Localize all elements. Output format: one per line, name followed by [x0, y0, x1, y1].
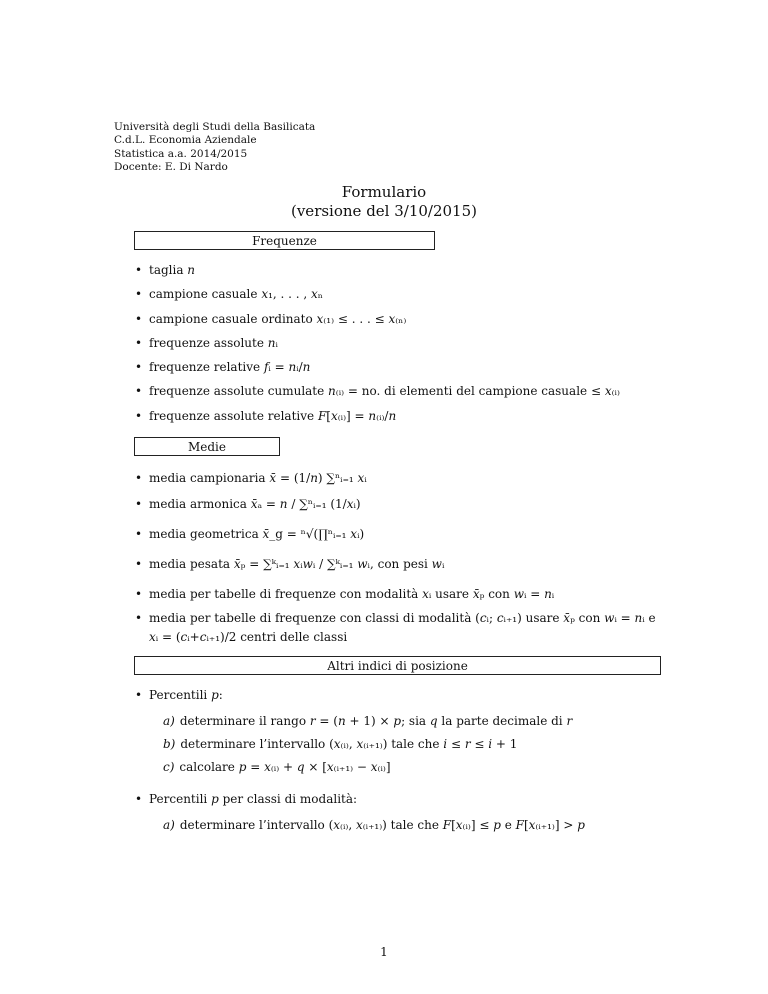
bullet-icon: •	[135, 471, 143, 485]
item-text: frequenze assolute relative 𝐹[𝑥₍ᵢ₎] = 𝑛₍ᵢ₎/𝑛	[149, 409, 397, 423]
title-version: (versione del 3/10/2015)	[290, 202, 477, 220]
header-university: Università degli Studi della Basilicata	[114, 121, 316, 133]
item-text: frequenze assolute 𝑛ᵢ	[149, 336, 278, 350]
sub-step	[163, 714, 572, 729]
bullet-icon: •	[135, 557, 143, 571]
sub-step	[163, 760, 391, 775]
item-text: media pesata 𝑥̄ₚ = ∑ᵏᵢ₌₁ 𝑥ᵢ𝑤ᵢ / ∑ᵏᵢ₌₁ 𝑤ᵢ, con pesi 𝑤ᵢ	[149, 557, 445, 571]
bullet-icon: •	[135, 587, 143, 601]
bullet-icon: •	[135, 611, 143, 625]
step-label: a)	[163, 818, 175, 832]
bullet-icon: •	[135, 384, 143, 398]
bullet-icon: •	[135, 409, 143, 423]
bullet-icon: •	[135, 312, 143, 326]
item-text: campione casuale ordinato 𝑥₍₁₎ ≤ . . . ≤ 𝑥₍ₙ₎	[149, 312, 407, 326]
bullet-icon: •	[135, 497, 143, 511]
bullet-icon: •	[135, 287, 143, 301]
item-text: frequenze assolute cumulate 𝑛₍ᵢ₎ = no. di elementi del campione casuale ≤ 𝑥₍ᵢ₎	[149, 384, 620, 398]
section-title-frequenze: Frequenze	[134, 231, 435, 250]
bullet-icon: •	[135, 792, 143, 806]
item-text: campione casuale 𝑥₁, . . . , 𝑥ₙ	[149, 287, 323, 301]
section-title-medie: Medie	[134, 437, 280, 456]
step-label: b)	[163, 737, 176, 751]
item-text: media geometrica 𝑥̄_g = ⁿ√(∏ⁿᵢ₌₁ 𝑥ᵢ)	[149, 527, 365, 541]
item-text: media per tabelle di frequenze con modalità 𝑥ᵢ usare 𝑥̄ₚ con 𝑤ᵢ = 𝑛ᵢ	[149, 587, 555, 601]
item-continuation: 𝑥ᵢ = (𝑐ᵢ+𝑐ᵢ₊₁)/2 centri delle classi	[149, 630, 348, 644]
title-main: Formulario	[341, 183, 427, 201]
step-label: a)	[163, 714, 175, 728]
item-text: frequenze relative 𝑓ᵢ = 𝑛ᵢ/𝑛	[149, 360, 311, 374]
item-text: media campionaria 𝑥̄ = (1/𝑛) ∑ⁿᵢ₌₁ 𝑥ᵢ	[149, 471, 367, 485]
section-title-altri-indici: Altri indici di posizione	[134, 656, 661, 675]
sub-step	[163, 737, 517, 752]
sub-step	[163, 818, 585, 833]
step-text: determinare il rango 𝑟 = (𝑛 + 1) × 𝑝; sia 𝑞 la parte decimale di 𝑟	[179, 714, 573, 728]
bullet-icon: •	[135, 263, 143, 277]
step-text: calcolare 𝑝 = 𝑥₍ᵢ₎ + 𝑞 × [𝑥₍ᵢ₊₁₎ − 𝑥₍ᵢ₎]	[179, 760, 391, 774]
bullet-icon: •	[135, 688, 143, 702]
step-label: c)	[163, 760, 175, 774]
step-text: determinare l’intervallo (𝑥₍ᵢ₎, 𝑥₍ᵢ₊₁₎) tale che 𝐹[𝑥₍ᵢ₎] ≤ 𝑝 e 𝐹[𝑥₍ᵢ₊₁₎] > 𝑝	[179, 818, 585, 832]
header-degree: C.d.L. Economia Aziendale	[114, 134, 257, 147]
item-text: media armonica 𝑥̄ₐ = 𝑛 / ∑ⁿᵢ₌₁ (1/𝑥ᵢ)	[149, 497, 361, 511]
item-text: Percentili 𝑝 per classi di modalità:	[149, 792, 358, 806]
item-text: media per tabelle di frequenze con classi di modalità (𝑐ᵢ; 𝑐ᵢ₊₁) usare 𝑥̄ₚ con 𝑤ᵢ = 𝑛ᵢ e	[149, 611, 656, 625]
bullet-icon: •	[135, 336, 143, 350]
item-text: Percentili 𝑝:	[149, 688, 223, 702]
item-text: taglia 𝑛	[149, 263, 196, 277]
step-text: determinare l’intervallo (𝑥₍ᵢ₎, 𝑥₍ᵢ₊₁₎) tale che 𝑖 ≤ 𝑟 ≤ 𝑖 + 1	[180, 737, 518, 751]
course-header	[114, 121, 315, 175]
header-teacher: Docente: E. Di Nardo	[114, 161, 228, 174]
header-course: Statistica a.a. 2014/2015	[114, 147, 248, 160]
bullet-icon: •	[135, 360, 143, 374]
bullet-icon: •	[135, 527, 143, 541]
page-number: 1	[380, 945, 388, 959]
document-title	[0, 183, 768, 221]
